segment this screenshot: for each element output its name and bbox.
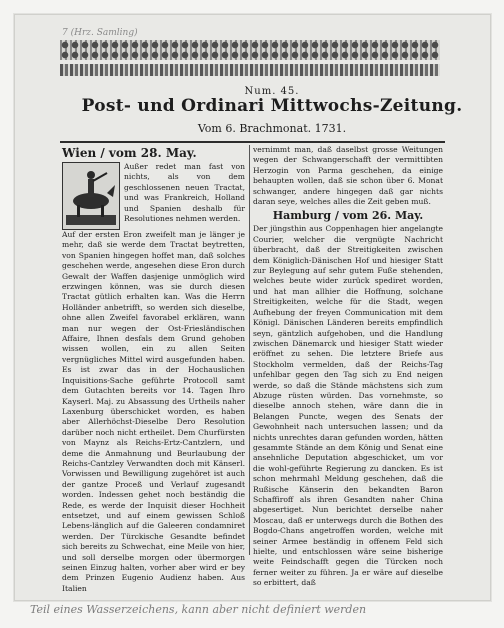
pencil-annotation-top: 7 (Hrz. Samling) — [62, 28, 138, 38]
ornamental-border-bottom — [60, 64, 440, 76]
hamburg-article: Der jüngsthin aus Coppenhagen hier angelangte Courier, welcher die vergnügte Nachricht überbracht, daß der Streitigkeiten zwischen dem Königlich-Dänischen Hof und hiesiger Statt zur Beylegung auf sehr gutem Fuße stehenden, welches beute wider zurück spediret worden, und hat man allhier die Hoffnung, solchane Streitigkeiten, welche für die Stadt, wegen Aufhebung der freyen Communication mit dem Königl. Dänischen Länderen bereits empfindlich seyn, gäntzlich aufgehoben, und die Handlung zwischen Dänemarck und hiesiger Statt wieder eröffnet zu sehen. Die letztere Briefe aus Stockholm vermelden, daß der Reichs-Tag unfehlbar gegen den Tag sich zu End neigen werde, so daß die Stände mächstens sich zum Abzuge rüsten würden. Das vornehmste, so dieselbe annoch stehen, wäre dann die in Belangen Puncte, wegen des Senats der Gewohnheit nach untersuchen lassen; und da nichts unrechtes daran gefunden worden, hätten gesammte Stände an dem König und Senat eine ansehnliche Deputation abgeschicket, um vor die wohl-geführte Regierung zu dancken. Es ist schon mehrmahl Meldung geschehen, daß die Rußische Känserin den bekandten Baron Schaffiroff als ihren Gesandten naher China abgesertiget. Nun berichtet derselbe naher Moscau, daß er unterwegs durch die Bothen des Bogdo-Chans angetroffen worden, welche mit seiner Armee beständig in offenem Feld sich hielte, und entschlossen wäre seine bisherige weite Feindschafft gegen die Türcken noch ferner weiter zu führen. Ja er wäre auf dieselbe so erbittert, daß — [253, 224, 443, 588]
pencil-annotation-bottom: Teil eines Wasserzeichens, kann aber nicht definiert werden — [30, 603, 367, 616]
issue-number: Num. 45. — [244, 86, 300, 97]
newspaper-title: Post- und Ordinari Mittwochs-Zeitung. — [81, 96, 463, 116]
figure-block — [62, 162, 245, 230]
issue-date: Vom 6. Brachmonat. 1731. — [197, 122, 347, 135]
figure-side-text: Außer redet man fast von nichts, als von dem geschlossenen neuen Tractat, und was Frankreich, Holland und Spanien deshalb für Resolutiones nehmen werden. — [124, 162, 245, 224]
italy-continuation: vernimmt man, daß daselbst grosse Weitungen wegen der Schwangerschafft der vermittibten Herzogin von Parma geschehen, da einige behaupten wollen, daß sie schon über 6. Monat schwanger, andere hingegen daß gar nichts daran seye, welches alles die Zeit geben muß. — [253, 145, 443, 207]
column-divider — [249, 145, 250, 555]
left-column — [62, 145, 245, 594]
hamburg-headline: Hamburg / vom 26. May. — [272, 209, 424, 223]
horse-rider-woodcut — [62, 162, 120, 230]
right-column — [253, 145, 443, 589]
vienna-article: Auf der ersten Eron zweifelt man je länger je mehr, daß sie werde dem Tractat beytretten, von Spanien hingegen hoffet man, daß solches geschehen werde, angesehen diese Eron durch Gewalt der Waffen dasjenige unmöglich wird erzwingen können, was sie durch diesen Tractat gütlich erhalten kan. Was die Herrn Holländer anbetrifft, so werden sich dieselbe, ohne allen Zweifel favorabel erklären, wann man nur wegen der Ost-Friesländischen Affaire, Ihnen desfals dem Grund gehoben wissen wollen, ein zu allen Seiten vergnügliches Mittel wird ausgefunden haben. Es ist zwar das in der Hochauslichen Inquisitions-Sache geführte Protocoll samt dem Gutachten bereits vor 14. Tagen Ihro Kayserl. Maj. zu Absassung des Urtheils naher Laxenburg überschicket worden, es haben aber Allerhöchst-Dieselbe Dero Resolution darüber noch nicht ertheilet. Dem Churfürsten von Maynz als Reichs-Ertz-Cantzlern, und deme die Anmahnung und Beurlaubung der Reichs-Cantzley Verwandten doch mit Känserl. Vorwissen und Bewilligung zugehöret ist auch der gantze Proceß und Verlauf zugesandt worden. Indessen gehet noch beständig die Rede, es werde der Inquisit dieser Hochheit entsetzet, und auf einem gewissen Schloß Lebens-länglich auf die Galeeren condamniret werden. Der Türckische Gesandte befindet sich bereits zu Schwechat, eine Meile von hier, und soll derselbe morgen oder übermorgen seinen Einzug halten, vorher aber wird er bey dem Prinzen Eugenio Audienz haben. Aus Italien — [62, 230, 245, 593]
ornamental-border-top — [60, 40, 440, 60]
header-rule — [60, 141, 445, 143]
vienna-headline: Wien / vom 28. May. — [62, 146, 197, 160]
